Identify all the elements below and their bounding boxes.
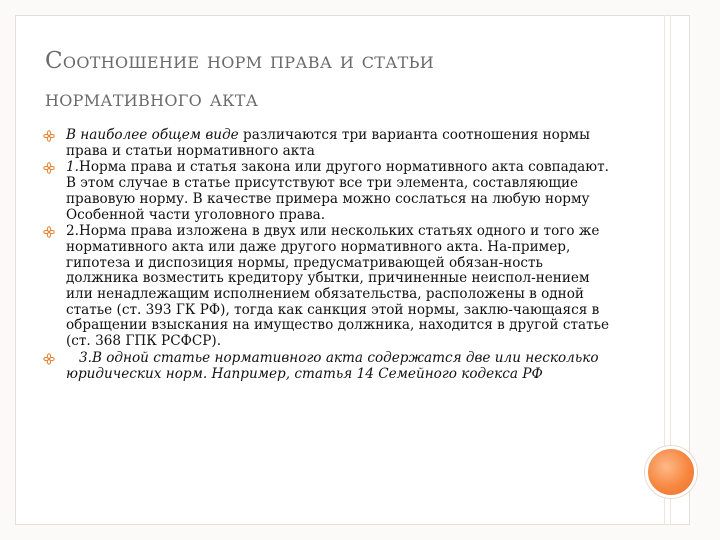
bullet-text: 2.Норма права изложена в двух или нескольких статьях одного и того же нормативного акта или даже другого нормативного акта. На-пример, гипотеза и диспозиция нормы, предусматривающей обязан-ность должника возместить кредитору убытки, причиненные неиспол-нением или ненадлежащим исполнением обязательства, расположены в одной статье (ст. 393 ГК РФ), тогда как санкция этой нормы, заклю-чающаяся в обращении взыскания на имущество должника, находится в другой статье (ст. 368 ГПК РСФСР).: [66, 223, 610, 350]
bullet-text: различаются три варианта соотношения нормы права и статьи нормативного акта: [66, 127, 590, 159]
list-item: [43, 128, 613, 159]
orange-circle-decoration: [645, 446, 697, 498]
list-item: [43, 160, 613, 223]
bullet-list: [43, 128, 613, 382]
bullet-lead: В наиболее общем виде: [66, 127, 239, 143]
flower-bullet-icon: [43, 162, 55, 174]
flower-bullet-icon: [43, 353, 55, 365]
flower-bullet-icon: [43, 130, 55, 142]
list-item: [43, 351, 613, 382]
bullet-lead: 1.: [66, 159, 79, 176]
slide-title-line-1: Соотношение норм права и статьи: [45, 48, 434, 74]
slide-title-line-2: нормативного акта: [45, 86, 259, 112]
bullet-text: Норма права и статья закона или другого нормативного акта совпадают. В этом случае в статье присутствуют все три элемента, составляющие правовую норму. В качестве примера можно сослаться на любую норму Особенной части уголовного права.: [66, 159, 609, 223]
flower-bullet-icon: [43, 226, 55, 238]
slide-title: [45, 42, 635, 118]
list-item: [43, 224, 613, 350]
bullet-lead: 3.В одной статье нормативного акта содержатся две или несколько юридических норм. Например, статья 14 Семейного кодекса РФ: [66, 349, 603, 382]
